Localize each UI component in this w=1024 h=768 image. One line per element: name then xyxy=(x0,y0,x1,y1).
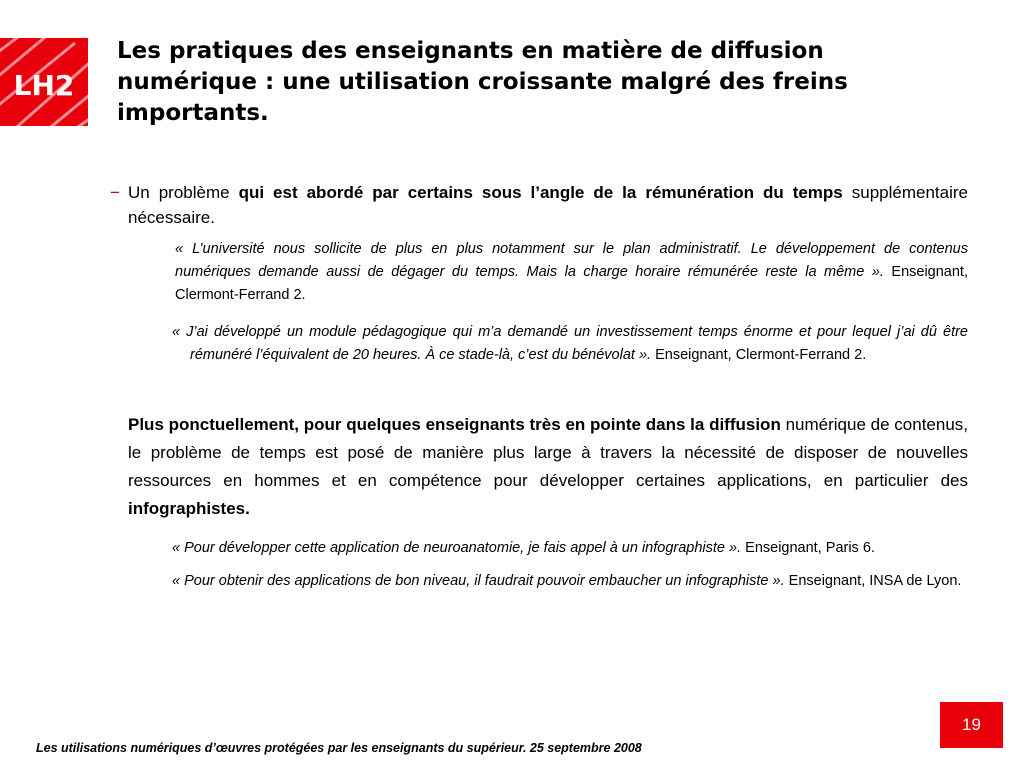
quote xyxy=(175,238,968,307)
quote-text: « L’université nous sollicite de plus en plus notamment sur le plan administratif. Le développement de contenus numériques demande aussi de dégager du temps. Mais la charge horaire rémunérée reste la même ». xyxy=(175,241,968,280)
quote-text: « Pour développer cette application de neuroanatomie, je fais appel à un infographiste ». xyxy=(172,540,742,556)
content xyxy=(110,180,968,593)
bullet-item xyxy=(110,180,968,230)
quote xyxy=(172,321,968,367)
paragraph xyxy=(128,411,968,523)
svg-text:LH2: LH2 xyxy=(13,69,75,102)
quote-source: Enseignant, INSA de Lyon. xyxy=(784,573,962,589)
lh2-logo xyxy=(0,38,88,126)
page-number: 19 xyxy=(940,702,1003,748)
paragraph-bold-start: Plus ponctuellement, pour quelques enseignants très en pointe dans la diffusion xyxy=(128,415,781,434)
quote xyxy=(172,537,968,560)
quote xyxy=(172,570,968,593)
quote-text: « Pour obtenir des applications de bon niveau, il faudrait pouvoir embaucher un infographiste ». xyxy=(172,573,785,589)
quote-text: « J’ai développé un module pédagogique qui m’a demandé un investissement temps énorme et pour lequel j’ai dû être rémunéré l’équivalent de 20 heures. À ce stade-là, c’est du bénévolat ». xyxy=(172,324,968,363)
bullet-intro: Un problème xyxy=(128,183,239,202)
quote-source: Enseignant, Paris 6. xyxy=(741,540,875,556)
paragraph-bold-end: infographistes. xyxy=(128,499,250,518)
quote-source: Enseignant, Clermont-Ferrand 2. xyxy=(175,264,968,303)
page-title: Les pratiques des enseignants en matière de diffusion numérique : une utilisation croissante malgré des freins importants. xyxy=(117,38,848,126)
paragraph-body: numérique de contenus, le problème de temps est posé de manière plus large à travers la nécessité de disposer de nouvelles ressources en hommes et en compétence pour développer certaines applications, en particulier des xyxy=(128,415,969,490)
bullet-bold: qui est abordé par certains sous l’angle de la rémunération du temps xyxy=(238,183,843,202)
footer: Les utilisations numériques d’œuvres protégées par les enseignants du supérieur. 25 septembre 2008 xyxy=(36,741,642,755)
quote-source: Enseignant, Clermont-Ferrand 2. xyxy=(651,347,867,363)
bullet-rest: supplémentaire nécessaire. xyxy=(128,183,968,227)
bullet-dash: − xyxy=(110,183,120,202)
